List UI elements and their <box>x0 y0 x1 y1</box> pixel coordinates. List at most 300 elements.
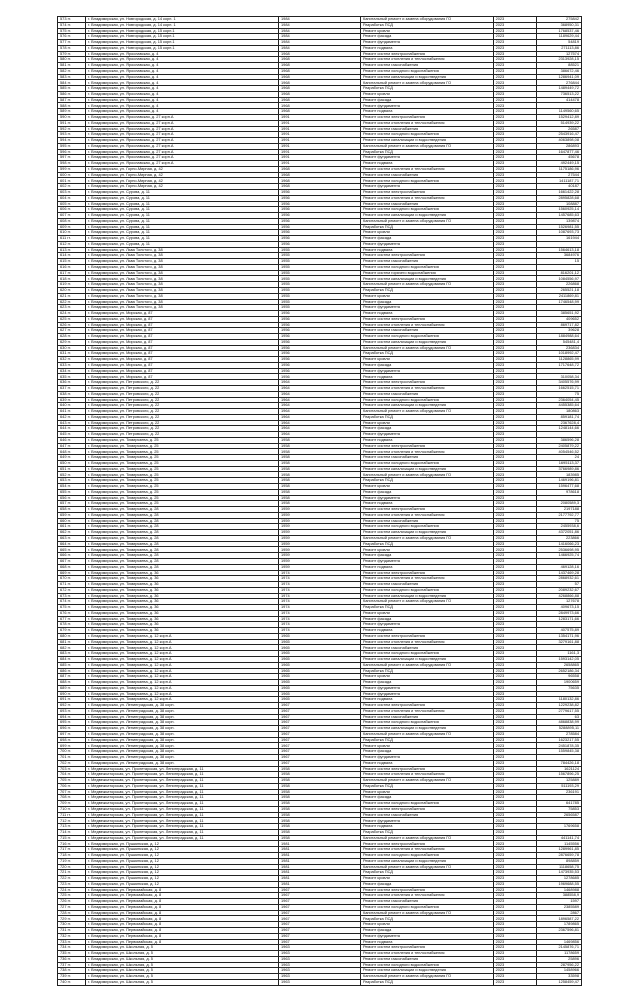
year-cell: 1959 <box>279 512 361 518</box>
year-cell: 1968 <box>279 184 361 190</box>
work-type-cell: Ремонт подвала <box>360 247 493 253</box>
row-number-cell: 647 гг. <box>58 443 86 449</box>
year-cell: 1956 <box>279 316 361 322</box>
year-cell: 1981 <box>279 841 361 847</box>
row-number-cell: 628 гг. <box>58 334 86 340</box>
address-cell: г. Владимирская, ул. Тимирязева, д. 12 корп.А <box>86 685 279 691</box>
plan-year-cell: 2023 <box>493 512 536 518</box>
address-cell: г. Владимирская, ул. Мирская, д. 87 <box>86 322 279 328</box>
row-number-cell: 711 гг. <box>58 812 86 818</box>
year-cell: 1956 <box>279 345 361 351</box>
address-cell: г. Владимирская, ул. Тимирязева, д. 28 <box>86 535 279 541</box>
row-number-cell: 635 гг. <box>58 374 86 380</box>
row-number-cell: 676 гг. <box>58 610 86 616</box>
address-cell: г. Владимирская, ул. Школьная, д. 5 <box>86 968 279 974</box>
work-type-cell: Ремонт фасада <box>360 616 493 622</box>
work-type-cell: Ремонт фундамента <box>360 622 493 628</box>
cost-cell: 276844 <box>536 80 581 86</box>
plan-year-cell: 2023 <box>493 587 536 593</box>
row-number-cell: 574 гг. <box>58 22 86 28</box>
cost-cell: 1559845,38 <box>536 749 581 755</box>
plan-year-cell: 2023 <box>493 276 536 282</box>
year-cell: 1965 <box>279 674 361 680</box>
cost-cell: 2536698,95 <box>536 547 581 553</box>
cost-cell: 1746548,99 <box>536 299 581 305</box>
address-cell: г. Владимирская, ул. Тимирязева, д. 12 корп.А <box>86 691 279 697</box>
row-number-cell: 589 гг. <box>58 109 86 115</box>
work-type-cell: Ремонт систем газоснабжения <box>360 63 493 69</box>
year-cell: 1974 <box>279 616 361 622</box>
cost-cell: 4268866,88 <box>536 593 581 599</box>
row-number-cell: 723 гг. <box>58 881 86 887</box>
work-type-cell: Капитальный ремонт и замена оборудования ГО <box>360 282 493 288</box>
work-type-cell: Ремонт фасада <box>360 299 493 305</box>
plan-year-cell: 2023 <box>493 760 536 766</box>
cost-cell: 2145876,71 <box>536 945 581 951</box>
plan-year-cell: 2023 <box>493 189 536 195</box>
year-cell: 1956 <box>279 189 361 195</box>
cost-cell: 1647877,46 <box>536 149 581 155</box>
year-cell: 1955 <box>279 276 361 282</box>
plan-year-cell: 2023 <box>493 541 536 547</box>
work-type-cell: Ремонт систем отопления и теплоснабжения <box>360 639 493 645</box>
row-number-cell: 601 гг. <box>58 178 86 184</box>
cost-cell: 3766989,86 <box>536 466 581 472</box>
row-number-cell: 679 гг. <box>58 628 86 634</box>
address-cell: г. Владимирская, ул. Ярославская, д. 27 корп.А <box>86 143 279 149</box>
year-cell: 1974 <box>279 610 361 616</box>
plan-year-cell: 2023 <box>493 155 536 161</box>
plan-year-cell: 2023 <box>493 904 536 910</box>
plan-year-cell: 2023 <box>493 697 536 703</box>
row-number-cell: 734 гг. <box>58 945 86 951</box>
plan-year-cell: 2023 <box>493 403 536 409</box>
work-type-cell: Ремонт фасада <box>360 749 493 755</box>
cost-cell: 1896587,22 <box>536 916 581 922</box>
address-cell: г. Владимирская, ул. Горно-Мирная, д. 42 <box>86 178 279 184</box>
address-cell: г. Владимирская, ул. Ленинградская, д. 38 корп. <box>86 755 279 761</box>
plan-year-cell: 2023 <box>493 680 536 686</box>
work-type-cell: Ремонт систем электроснабжения <box>360 253 493 259</box>
work-type-cell: Разработка ПСД <box>360 668 493 674</box>
work-type-cell: Ремонт систем электроснабжения <box>360 887 493 893</box>
address-cell: г. Владимирская, ул. Мирская, д. 87 <box>86 351 279 357</box>
cost-cell: 1411187,71 <box>536 178 581 184</box>
address-cell: г. Владимирская, ул. Сурова, д. 11 <box>86 241 279 247</box>
row-number-cell: 665 гг. <box>58 547 86 553</box>
work-type-cell: Ремонт систем холодного водоснабжения <box>360 651 493 657</box>
year-cell: 1981 <box>279 870 361 876</box>
year-cell: 1964 <box>279 386 361 392</box>
plan-year-cell: 2023 <box>493 426 536 432</box>
cost-cell: 1661422,28 <box>536 189 581 195</box>
work-type-cell: Разработка ПСД <box>360 22 493 28</box>
address-cell: г. Владимирская, ул. Тимирязева, д. 25 <box>86 472 279 478</box>
work-type-cell: Ремонт фундамента <box>360 495 493 501</box>
plan-year-cell: 2023 <box>493 357 536 363</box>
row-number-cell: 580 гг. <box>58 57 86 63</box>
work-type-cell: Ремонт кровли <box>360 547 493 553</box>
work-type-cell: Капитальный ремонт и замена оборудования ГО <box>360 535 493 541</box>
plan-year-cell: 2023 <box>493 847 536 853</box>
row-number-cell: 654 гг. <box>58 484 86 490</box>
plan-year-cell: 2023 <box>493 951 536 957</box>
address-cell: г. Владимирская, ул. Тимирязева, д. 36 <box>86 576 279 582</box>
row-number-cell: 660 гг. <box>58 518 86 524</box>
row-number-cell: 726 гг. <box>58 899 86 905</box>
cost-cell: 1128865,99 <box>536 357 581 363</box>
year-cell: 1958 <box>279 484 361 490</box>
work-type-cell: Ремонт систем холодного водоснабжения <box>360 68 493 74</box>
work-type-cell: Ремонт систем холодного водоснабжения <box>360 587 493 593</box>
address-cell: г. Владимирская, ул. Первомайская, д. 8 <box>86 939 279 945</box>
row-number-cell: 717 гг. <box>58 847 86 853</box>
row-number-cell: 678 гг. <box>58 622 86 628</box>
year-cell: 1959 <box>279 547 361 553</box>
row-number-cell: 722 гг. <box>58 876 86 882</box>
year-cell: 1967 <box>279 922 361 928</box>
year-cell: 1968 <box>279 63 361 69</box>
work-type-cell: Ремонт систем канализации и водоотведения <box>360 213 493 219</box>
cost-cell: 1180132,86 <box>536 697 581 703</box>
row-number-cell: 729 гг. <box>58 916 86 922</box>
work-type-cell: Ремонт фундамента <box>360 685 493 691</box>
year-cell: 1984 <box>279 28 361 34</box>
year-cell: 1959 <box>279 564 361 570</box>
row-number-cell: 669 гг. <box>58 570 86 576</box>
row-number-cell: 736 гг. <box>58 956 86 962</box>
address-cell: г. Владимирская, ул. Ярославская, д. 4 <box>86 74 279 80</box>
cost-cell: 25896 <box>536 956 581 962</box>
year-cell: 1958 <box>279 489 361 495</box>
plan-year-cell: 2023 <box>493 207 536 213</box>
cost-cell: 2367628,4 <box>536 420 581 426</box>
year-cell: 1967 <box>279 893 361 899</box>
work-type-cell: Ремонт кровли <box>360 91 493 97</box>
plan-year-cell: 2023 <box>493 801 536 807</box>
address-cell: г. Владимирская, ул. Ярославская, д. 4 <box>86 80 279 86</box>
year-cell: 1967 <box>279 927 361 933</box>
cost-cell: 1084556,97 <box>536 276 581 282</box>
work-type-cell: Ремонт систем отопления и теплоснабжения <box>360 195 493 201</box>
year-cell: 1963 <box>279 962 361 968</box>
work-type-cell: Ремонт систем электроснабжения <box>360 570 493 576</box>
row-number-cell: 708 гг. <box>58 795 86 801</box>
work-type-cell: Ремонт систем отопления и теплоснабжения <box>360 708 493 714</box>
year-cell: 1968 <box>279 86 361 92</box>
address-cell: г. Медвежьегорская, ул. Пролетарская, ул. Ленинградская, д. 11 <box>86 835 279 841</box>
address-cell: г. Владимирская, ул. Льва Толстого, д. 38 <box>86 253 279 259</box>
plan-year-cell: 2023 <box>493 622 536 628</box>
row-number-cell: 725 гг. <box>58 893 86 899</box>
plan-year-cell: 2023 <box>493 651 536 657</box>
year-cell: 1968 <box>279 68 361 74</box>
year-cell: 1958 <box>279 455 361 461</box>
address-cell: г. Владимирская, ул. Петровского, д. 22 <box>86 409 279 415</box>
work-type-cell: Ремонт систем отопления и теплоснабжения <box>360 120 493 126</box>
address-cell: г. Медвежьегорская, ул. Пролетарская, ул. Ленинградская, д. 11 <box>86 778 279 784</box>
year-cell: 1967 <box>279 904 361 910</box>
row-number-cell: 619 гг. <box>58 282 86 288</box>
work-type-cell: Ремонт кровли <box>360 674 493 680</box>
row-number-cell: 638 гг. <box>58 391 86 397</box>
cost-cell: 2411869,81 <box>536 293 581 299</box>
year-cell: 1964 <box>279 414 361 420</box>
cost-cell: 2367596,81 <box>536 927 581 933</box>
cost-cell: 2177792,77 <box>536 512 581 518</box>
year-cell: 1984 <box>279 34 361 40</box>
plan-year-cell: 2023 <box>493 68 536 74</box>
work-type-cell: Ремонт фасада <box>360 489 493 495</box>
row-number-cell: 591 гг. <box>58 120 86 126</box>
cost-cell: 869717,82 <box>536 322 581 328</box>
cost-cell: 1662515,71 <box>536 386 581 392</box>
plan-year-cell: 2023 <box>493 368 536 374</box>
row-number-cell: 709 гг. <box>58 801 86 807</box>
year-cell: 1956 <box>279 328 361 334</box>
plan-year-cell: 2023 <box>493 691 536 697</box>
work-type-cell: Ремонт фундамента <box>360 432 493 438</box>
row-number-cell: 618 гг. <box>58 276 86 282</box>
work-type-cell: Ремонт систем электроснабжения <box>360 703 493 709</box>
row-number-cell: 710 гг. <box>58 806 86 812</box>
row-number-cell: 737 гг. <box>58 962 86 968</box>
work-type-cell: Ремонт систем электроснабжения <box>360 51 493 57</box>
work-type-cell: Капитальный ремонт и замена оборудования ГО <box>360 218 493 224</box>
plan-year-cell: 2023 <box>493 374 536 380</box>
work-type-cell: Ремонт систем холодного водоснабжения <box>360 801 493 807</box>
year-cell: 1967 <box>279 899 361 905</box>
cost-cell: 1695113,37 <box>536 460 581 466</box>
cost-cell: 1564613,18 <box>536 247 581 253</box>
work-type-cell: Ремонт фасада <box>360 362 493 368</box>
row-number-cell: 682 гг. <box>58 645 86 651</box>
year-cell: 1965 <box>279 685 361 691</box>
cost-cell: 2656587 <box>536 812 581 818</box>
work-type-cell: Ремонт систем газоснабжения <box>360 391 493 397</box>
year-cell: 1958 <box>279 495 361 501</box>
plan-year-cell: 2023 <box>493 524 536 530</box>
work-type-cell: Ремонт подвала <box>360 437 493 443</box>
year-cell: 1981 <box>279 864 361 870</box>
work-type-cell: Ремонт систем холодного водоснабжения <box>360 720 493 726</box>
work-type-cell: Ремонт систем канализации и водоотведения <box>360 968 493 974</box>
row-number-cell: 581 гг. <box>58 63 86 69</box>
plan-year-cell: 2023 <box>493 414 536 420</box>
work-type-cell: Капитальный ремонт и замена оборудования ГО <box>360 974 493 980</box>
work-type-cell: Разработка ПСД <box>360 979 493 985</box>
row-number-cell: 656 гг. <box>58 495 86 501</box>
work-type-cell: Ремонт систем газоснабжения <box>360 201 493 207</box>
plan-year-cell: 2023 <box>493 553 536 559</box>
address-cell: г. Владимирская, ул. Тимирязева, д. 12 корп.А <box>86 668 279 674</box>
cost-cell: 226868 <box>536 282 581 288</box>
cost-cell: 1118658,75 <box>536 864 581 870</box>
address-cell: г. Владимирская, ул. Мирская, д. 87 <box>86 374 279 380</box>
row-number-cell: 640 гг. <box>58 403 86 409</box>
work-type-cell: Ремонт систем электроснабжения <box>360 945 493 951</box>
work-type-cell: Капитальный ремонт и замена оборудования ГО <box>360 345 493 351</box>
work-type-cell: Ремонт систем холодного водоснабжения <box>360 264 493 270</box>
plan-year-cell: 2023 <box>493 518 536 524</box>
address-cell: г. Владимирская, ул. Петровского, д. 22 <box>86 432 279 438</box>
plan-year-cell: 2023 <box>493 893 536 899</box>
row-number-cell: 652 гг. <box>58 472 86 478</box>
year-cell: 1968 <box>279 97 361 103</box>
plan-year-cell: 2023 <box>493 91 536 97</box>
work-type-cell: Ремонт систем канализации и водоотведения <box>360 656 493 662</box>
cost-cell: 1437469,28 <box>536 570 581 576</box>
address-cell: г. Владимирская, ул. Мирская, д. 87 <box>86 328 279 334</box>
plan-year-cell: 2023 <box>493 558 536 564</box>
address-cell: г. Владимирская, ул. Ленинградская, д. 38 корп. <box>86 703 279 709</box>
plan-year-cell: 2023 <box>493 299 536 305</box>
year-cell: 1967 <box>279 731 361 737</box>
cost-cell: 1623217,55 <box>536 737 581 743</box>
work-type-cell: Ремонт фундамента <box>360 103 493 109</box>
cost-cell: 388558,9 <box>536 893 581 899</box>
work-type-cell: Ремонт кровли <box>360 420 493 426</box>
year-cell: 1956 <box>279 224 361 230</box>
address-cell: г. Владимирская, ул. Тимирязева, д. 28 <box>86 547 279 553</box>
plan-year-cell: 2023 <box>493 703 536 709</box>
year-cell: 1964 <box>279 397 361 403</box>
row-number-cell: 670 гг. <box>58 576 86 582</box>
year-cell: 1955 <box>279 282 361 288</box>
cost-cell: 27544 <box>536 172 581 178</box>
cost-cell: 1567896,25 <box>536 772 581 778</box>
row-number-cell: 703 гг. <box>58 766 86 772</box>
cost-cell: 1278685 <box>536 876 581 882</box>
cost-cell: 1717648,72 <box>536 362 581 368</box>
plan-year-cell: 2023 <box>493 80 536 86</box>
work-type-cell: Разработка ПСД <box>360 86 493 92</box>
address-cell: г. Владимирская, ул. Ярославская, д. 4 <box>86 57 279 63</box>
cost-cell: 898859 <box>536 858 581 864</box>
plan-year-cell: 2023 <box>493 305 536 311</box>
year-cell: 1965 <box>279 680 361 686</box>
year-cell: 1968 <box>279 57 361 63</box>
plan-year-cell: 2023 <box>493 726 536 732</box>
cost-cell: 2451878,35 <box>536 743 581 749</box>
address-cell: г. Владимирская, ул. Новгородская, д. 14 корп. 1 <box>86 17 279 23</box>
cost-cell: 441141,74 <box>536 835 581 841</box>
row-number-cell: 690 гг. <box>58 691 86 697</box>
plan-year-cell: 2023 <box>493 40 536 46</box>
row-number-cell: 659 гг. <box>58 512 86 518</box>
year-cell: 1958 <box>279 443 361 449</box>
work-type-cell: Капитальный ремонт и замена оборудования ГО <box>360 835 493 841</box>
cost-cell: 2080589,3 <box>536 501 581 507</box>
work-type-cell: Разработка ПСД <box>360 605 493 611</box>
work-type-cell: Разработка ПСД <box>360 541 493 547</box>
year-cell: 1981 <box>279 858 361 864</box>
row-number-cell: 675 гг. <box>58 605 86 611</box>
work-type-cell: Ремонт фасада <box>360 680 493 686</box>
work-type-cell: Ремонт систем канализации и водоотведения <box>360 339 493 345</box>
work-type-cell: Ремонт подвала <box>360 628 493 634</box>
work-type-cell: Разработка ПСД <box>360 916 493 922</box>
row-number-cell: 731 гг. <box>58 927 86 933</box>
address-cell: г. Медвежьегорская, ул. Пролетарская, ул. Ленинградская, д. 11 <box>86 772 279 778</box>
year-cell: 1974 <box>279 587 361 593</box>
plan-year-cell: 2023 <box>493 241 536 247</box>
work-type-cell: Ремонт фасада <box>360 97 493 103</box>
row-number-cell: 641 гг. <box>58 409 86 415</box>
work-type-cell: Ремонт фасада <box>360 34 493 40</box>
plan-year-cell: 2023 <box>493 397 536 403</box>
year-cell: 1968 <box>279 178 361 184</box>
plan-year-cell: 2023 <box>493 166 536 172</box>
address-cell: г. Медвежьегорская, ул. Пролетарская, ул. Ленинградская, д. 11 <box>86 818 279 824</box>
cost-cell: 1175186,96 <box>536 166 581 172</box>
row-number-cell: 727 гг. <box>58 904 86 910</box>
address-cell: г. Владимирская, ул. Пушкинская, д. 12 <box>86 853 279 859</box>
year-cell: 1967 <box>279 760 361 766</box>
row-number-cell: 595 гг. <box>58 143 86 149</box>
row-number-cell: 577 гг. <box>58 40 86 46</box>
address-cell: г. Владимирская, ул. Мирская, д. 87 <box>86 345 279 351</box>
row-number-cell: 586 гг. <box>58 91 86 97</box>
row-number-cell: 689 гг. <box>58 685 86 691</box>
work-type-cell: Ремонт систем отопления и теплоснабжения <box>360 893 493 899</box>
work-type-cell: Ремонт систем газоснабжения <box>360 812 493 818</box>
row-number-cell: 600 гг. <box>58 172 86 178</box>
year-cell: 1991 <box>279 149 361 155</box>
cost-cell: 978618 <box>536 489 581 495</box>
work-type-cell: Ремонт систем газоснабжения <box>360 714 493 720</box>
cost-cell: 1018992,47 <box>536 351 581 357</box>
year-cell: 1968 <box>279 103 361 109</box>
year-cell: 1965 <box>279 645 361 651</box>
address-cell: г. Владимирская, ул. Сурова, д. 11 <box>86 189 279 195</box>
work-type-cell: Ремонт систем отопления и теплоснабжения <box>360 322 493 328</box>
address-cell: г. Владимирская, ул. Пушкинская, д. 12 <box>86 841 279 847</box>
plan-year-cell: 2023 <box>493 460 536 466</box>
year-cell: 1963 <box>279 956 361 962</box>
plan-year-cell: 2023 <box>493 582 536 588</box>
work-type-cell: Ремонт подвала <box>360 564 493 570</box>
address-cell: г. Владимирская, ул. Петровского, д. 22 <box>86 386 279 392</box>
year-cell: 1955 <box>279 305 361 311</box>
cost-cell: 127574 <box>536 51 581 57</box>
row-number-cell: 605 гг. <box>58 201 86 207</box>
row-number-cell: 716 гг. <box>58 841 86 847</box>
plan-year-cell: 2023 <box>493 86 536 92</box>
work-type-cell: Ремонт систем холодного водоснабжения <box>360 207 493 213</box>
plan-year-cell: 2023 <box>493 922 536 928</box>
year-cell: 1958 <box>279 437 361 443</box>
plan-year-cell: 2023 <box>493 778 536 784</box>
plan-year-cell: 2023 <box>493 818 536 824</box>
year-cell: 1956 <box>279 368 361 374</box>
year-cell: 1958 <box>279 778 361 784</box>
plan-year-cell: 2023 <box>493 570 536 576</box>
cost-cell: 1560925,14 <box>536 207 581 213</box>
work-type-cell: Ремонт фундамента <box>360 241 493 247</box>
cost-cell: 641785 <box>536 801 581 807</box>
plan-year-cell: 2023 <box>493 530 536 536</box>
plan-year-cell: 2023 <box>493 829 536 835</box>
address-cell: г. Владимирская, ул. Тимирязева, д. 36 <box>86 593 279 599</box>
cost-cell: 1087693,73 <box>536 230 581 236</box>
year-cell: 1963 <box>279 968 361 974</box>
row-number-cell: 626 гг. <box>58 322 86 328</box>
cost-cell: 2868932,61 <box>536 576 581 582</box>
cost-cell: 223866 <box>536 535 581 541</box>
row-number-cell: 611 гг. <box>58 236 86 242</box>
row-number-cell: 576 гг. <box>58 34 86 40</box>
